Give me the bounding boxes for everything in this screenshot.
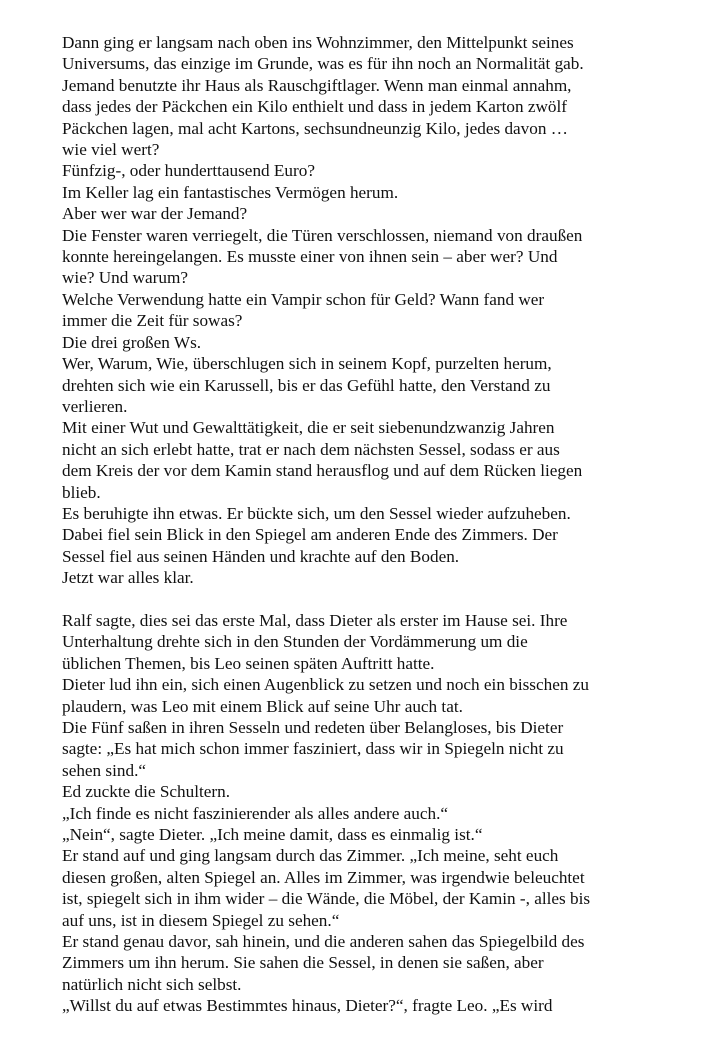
text-line: Die drei großen Ws. [62, 332, 202, 352]
text-line: Die Fenster waren verriegelt, die Türen verschlossen, niemand von draußen [62, 225, 583, 245]
text-line: „Ich finde es nicht faszinierender als alles andere auch.“ [62, 803, 449, 823]
text-line: dem Kreis der vor dem Kamin stand herausflog und auf dem Rücken liegen [62, 461, 583, 481]
text-line: Fünfzig-, oder hunderttausend Euro? [62, 161, 315, 181]
text-line: auf uns, ist in diesem Spiegel zu sehen.“ [62, 910, 340, 930]
text-line: immer die Zeit für sowas? [62, 311, 243, 331]
text-line: verlieren. [62, 396, 128, 416]
text-line: blieb. [62, 482, 101, 502]
text-line: ist, spiegelt sich in ihm wider – die Wände, die Möbel, der Kamin -, alles bis [62, 889, 591, 909]
text-line: „Nein“, sagte Dieter. „Ich meine damit, dass es einmalig ist.“ [62, 825, 483, 845]
text-line: „Willst du auf etwas Bestimmtes hinaus, Dieter?“, fragte Leo. „Es wird [62, 996, 553, 1016]
text-line: Im Keller lag ein fantastisches Vermögen herum. [62, 182, 399, 202]
text-line: Er stand genau davor, sah hinein, und die anderen sahen das Spiegelbild des [62, 932, 585, 952]
text-line: Dieter lud ihn ein, sich einen Augenblick zu setzen und noch ein bisschen zu [62, 675, 589, 695]
text-line: Die Fünf saßen in ihren Sesseln und redeten über Belangloses, bis Dieter [62, 717, 564, 737]
text-line: diesen großen, alten Spiegel an. Alles im Zimmer, was irgendwie beleuchtet [62, 867, 585, 887]
text-line: Es beruhigte ihn etwas. Er bückte sich, um den Sessel wieder aufzuheben. [62, 503, 571, 523]
text-line: Mit einer Wut und Gewalttätigkeit, die er seit siebenundzwanzig Jahren [62, 418, 555, 438]
document-body-text [62, 32, 662, 1017]
text-line: Unterhaltung drehte sich in den Stunden der Vordämmerung um die [62, 632, 528, 652]
text-line: Universums, das einzige im Grunde, was es für ihn noch an Normalität gab. [62, 54, 584, 74]
text-line: Jemand benutzte ihr Haus als Rauschgiftlager. Wenn man einmal annahm, [62, 75, 572, 95]
text-line: Ed zuckte die Schultern. [62, 782, 230, 802]
text-line: konnte hereingelangen. Es musste einer von ihnen sein – aber wer? Und [62, 247, 558, 267]
text-line: wie viel wert? [62, 140, 160, 160]
text-line: Wer, Warum, Wie, überschlugen sich in seinem Kopf, purzelten herum, [62, 354, 552, 374]
text-line: Zimmers um ihn herum. Sie sahen die Sessel, in denen sie saßen, aber [62, 953, 544, 973]
paragraph-break [62, 589, 662, 610]
text-line: Päckchen lagen, mal acht Kartons, sechsundneunzig Kilo, jedes davon … [62, 118, 568, 138]
text-line: Dann ging er langsam nach oben ins Wohnzimmer, den Mittelpunkt seines [62, 33, 574, 52]
text-line: Welche Verwendung hatte ein Vampir schon für Geld? Wann fand wer [62, 289, 545, 309]
text-line: üblichen Themen, bis Leo seinen späten Auftritt hatte. [62, 653, 435, 673]
text-line: nicht an sich erlebt hatte, trat er nach dem nächsten Sessel, sodass er aus [62, 439, 560, 459]
text-line: Jetzt war alles klar. [62, 568, 194, 588]
text-line: wie? Und warum? [62, 268, 188, 288]
text-line: dass jedes der Päckchen ein Kilo enthielt und dass in jedem Karton zwölf [62, 97, 567, 117]
text-line: Ralf sagte, dies sei das erste Mal, dass Dieter als erster im Hause sei. Ihre [62, 610, 568, 630]
text-line: Sessel fiel aus seinen Händen und krachte auf den Boden. [62, 546, 460, 566]
text-line: sehen sind.“ [62, 760, 147, 780]
text-line: Aber wer war der Jemand? [62, 204, 248, 224]
text-line: plaudern, was Leo mit einem Blick auf seine Uhr auch tat. [62, 696, 463, 716]
text-line: drehten sich wie ein Karussell, bis er das Gefühl hatte, den Verstand zu [62, 375, 551, 395]
text-line: Er stand auf und ging langsam durch das Zimmer. „Ich meine, seht euch [62, 846, 559, 866]
text-line: Dabei fiel sein Blick in den Spiegel am anderen Ende des Zimmers. Der [62, 525, 558, 545]
text-line: sagte: „Es hat mich schon immer fasziniert, dass wir in Spiegeln nicht zu [62, 739, 564, 759]
text-line: natürlich nicht sich selbst. [62, 974, 242, 994]
